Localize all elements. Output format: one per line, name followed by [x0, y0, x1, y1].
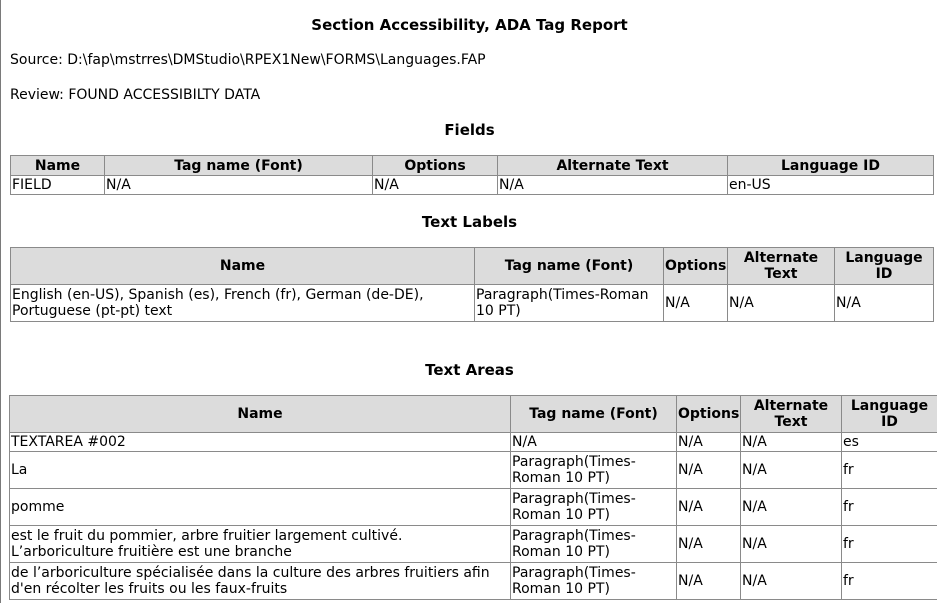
fields-title: Fields [444, 121, 495, 139]
cell-name: de l’arboriculture spécialisée dans la culture des arbres fruitiers afin d'en récolter les fruits ou les faux-fruits [10, 563, 511, 600]
cell-alternate-text: N/A [741, 452, 842, 489]
col-header-alternate-text: Alternate Text [498, 156, 728, 176]
col-header-options: Options [373, 156, 498, 176]
col-header-name: Name [11, 248, 475, 285]
cell-tag-name: N/A [105, 176, 373, 195]
cell-language-id: fr [842, 489, 937, 526]
review-status: Review: FOUND ACCESSIBILTY DATA [10, 87, 261, 103]
cell-language-id: fr [842, 526, 937, 563]
cell-name: La [10, 452, 511, 489]
table-row [11, 285, 934, 322]
table-row [10, 489, 937, 526]
cell-language-id: fr [842, 563, 937, 600]
table-row [10, 563, 937, 600]
table-row [10, 452, 937, 489]
cell-alternate-text: N/A [728, 285, 835, 322]
text-labels-header-row [11, 248, 934, 285]
table-row [11, 176, 934, 195]
col-header-name: Name [10, 396, 511, 433]
report-title: Section Accessibility, ADA Tag Report [311, 16, 628, 34]
cell-options: N/A [373, 176, 498, 195]
col-header-alternate-text: Alternate Text [728, 248, 835, 285]
text-labels-table [10, 247, 934, 322]
cell-options: N/A [677, 433, 741, 452]
source-path: Source: D:\fap\mstrres\DMStudio\RPEX1New\FORMS\Languages.FAP [10, 52, 486, 68]
cell-tag-name: N/A [511, 433, 677, 452]
col-header-language-id: Language ID [835, 248, 934, 285]
cell-options: N/A [677, 489, 741, 526]
cell-tag-name: Paragraph(Times-Roman 10 PT) [511, 526, 677, 563]
col-header-alternate-text: Alternate Text [741, 396, 842, 433]
cell-language-id: en-US [728, 176, 934, 195]
cell-alternate-text: N/A [741, 489, 842, 526]
text-labels-title: Text Labels [421, 213, 518, 231]
text-areas-table [9, 395, 937, 600]
cell-alternate-text: N/A [741, 563, 842, 600]
table-row [10, 433, 937, 452]
col-header-options: Options [677, 396, 741, 433]
fields-table [10, 155, 934, 195]
cell-language-id: N/A [835, 285, 934, 322]
cell-name: English (en-US), Spanish (es), French (fr), German (de-DE), Portuguese (pt-pt) text [11, 285, 475, 322]
cell-options: N/A [677, 452, 741, 489]
col-header-tag-name: Tag name (Font) [511, 396, 677, 433]
col-header-tag-name: Tag name (Font) [105, 156, 373, 176]
cell-language-id: fr [842, 452, 937, 489]
cell-name: TEXTAREA #002 [10, 433, 511, 452]
fields-header-row [11, 156, 934, 176]
cell-alternate-text: N/A [741, 433, 842, 452]
col-header-language-id: Language ID [842, 396, 937, 433]
cell-name: est le fruit du pommier, arbre fruitier largement cultivé. L’arboriculture fruitière est une branche [10, 526, 511, 563]
cell-tag-name: Paragraph(Times-Roman 10 PT) [511, 489, 677, 526]
cell-options: N/A [664, 285, 728, 322]
cell-name: FIELD [11, 176, 105, 195]
cell-alternate-text: N/A [741, 526, 842, 563]
text-areas-header-row [10, 396, 937, 433]
col-header-tag-name: Tag name (Font) [475, 248, 664, 285]
cell-alternate-text: N/A [498, 176, 728, 195]
col-header-language-id: Language ID [728, 156, 934, 176]
text-areas-title: Text Areas [425, 361, 514, 379]
col-header-name: Name [11, 156, 105, 176]
cell-options: N/A [677, 526, 741, 563]
cell-options: N/A [677, 563, 741, 600]
cell-tag-name: Paragraph(Times-Roman 10 PT) [511, 452, 677, 489]
cell-language-id: es [842, 433, 937, 452]
table-row [10, 526, 937, 563]
cell-name: pomme [10, 489, 511, 526]
cell-tag-name: Paragraph(Times-Roman 10 PT) [511, 563, 677, 600]
cell-tag-name: Paragraph(Times-Roman 10 PT) [475, 285, 664, 322]
col-header-options: Options [664, 248, 728, 285]
